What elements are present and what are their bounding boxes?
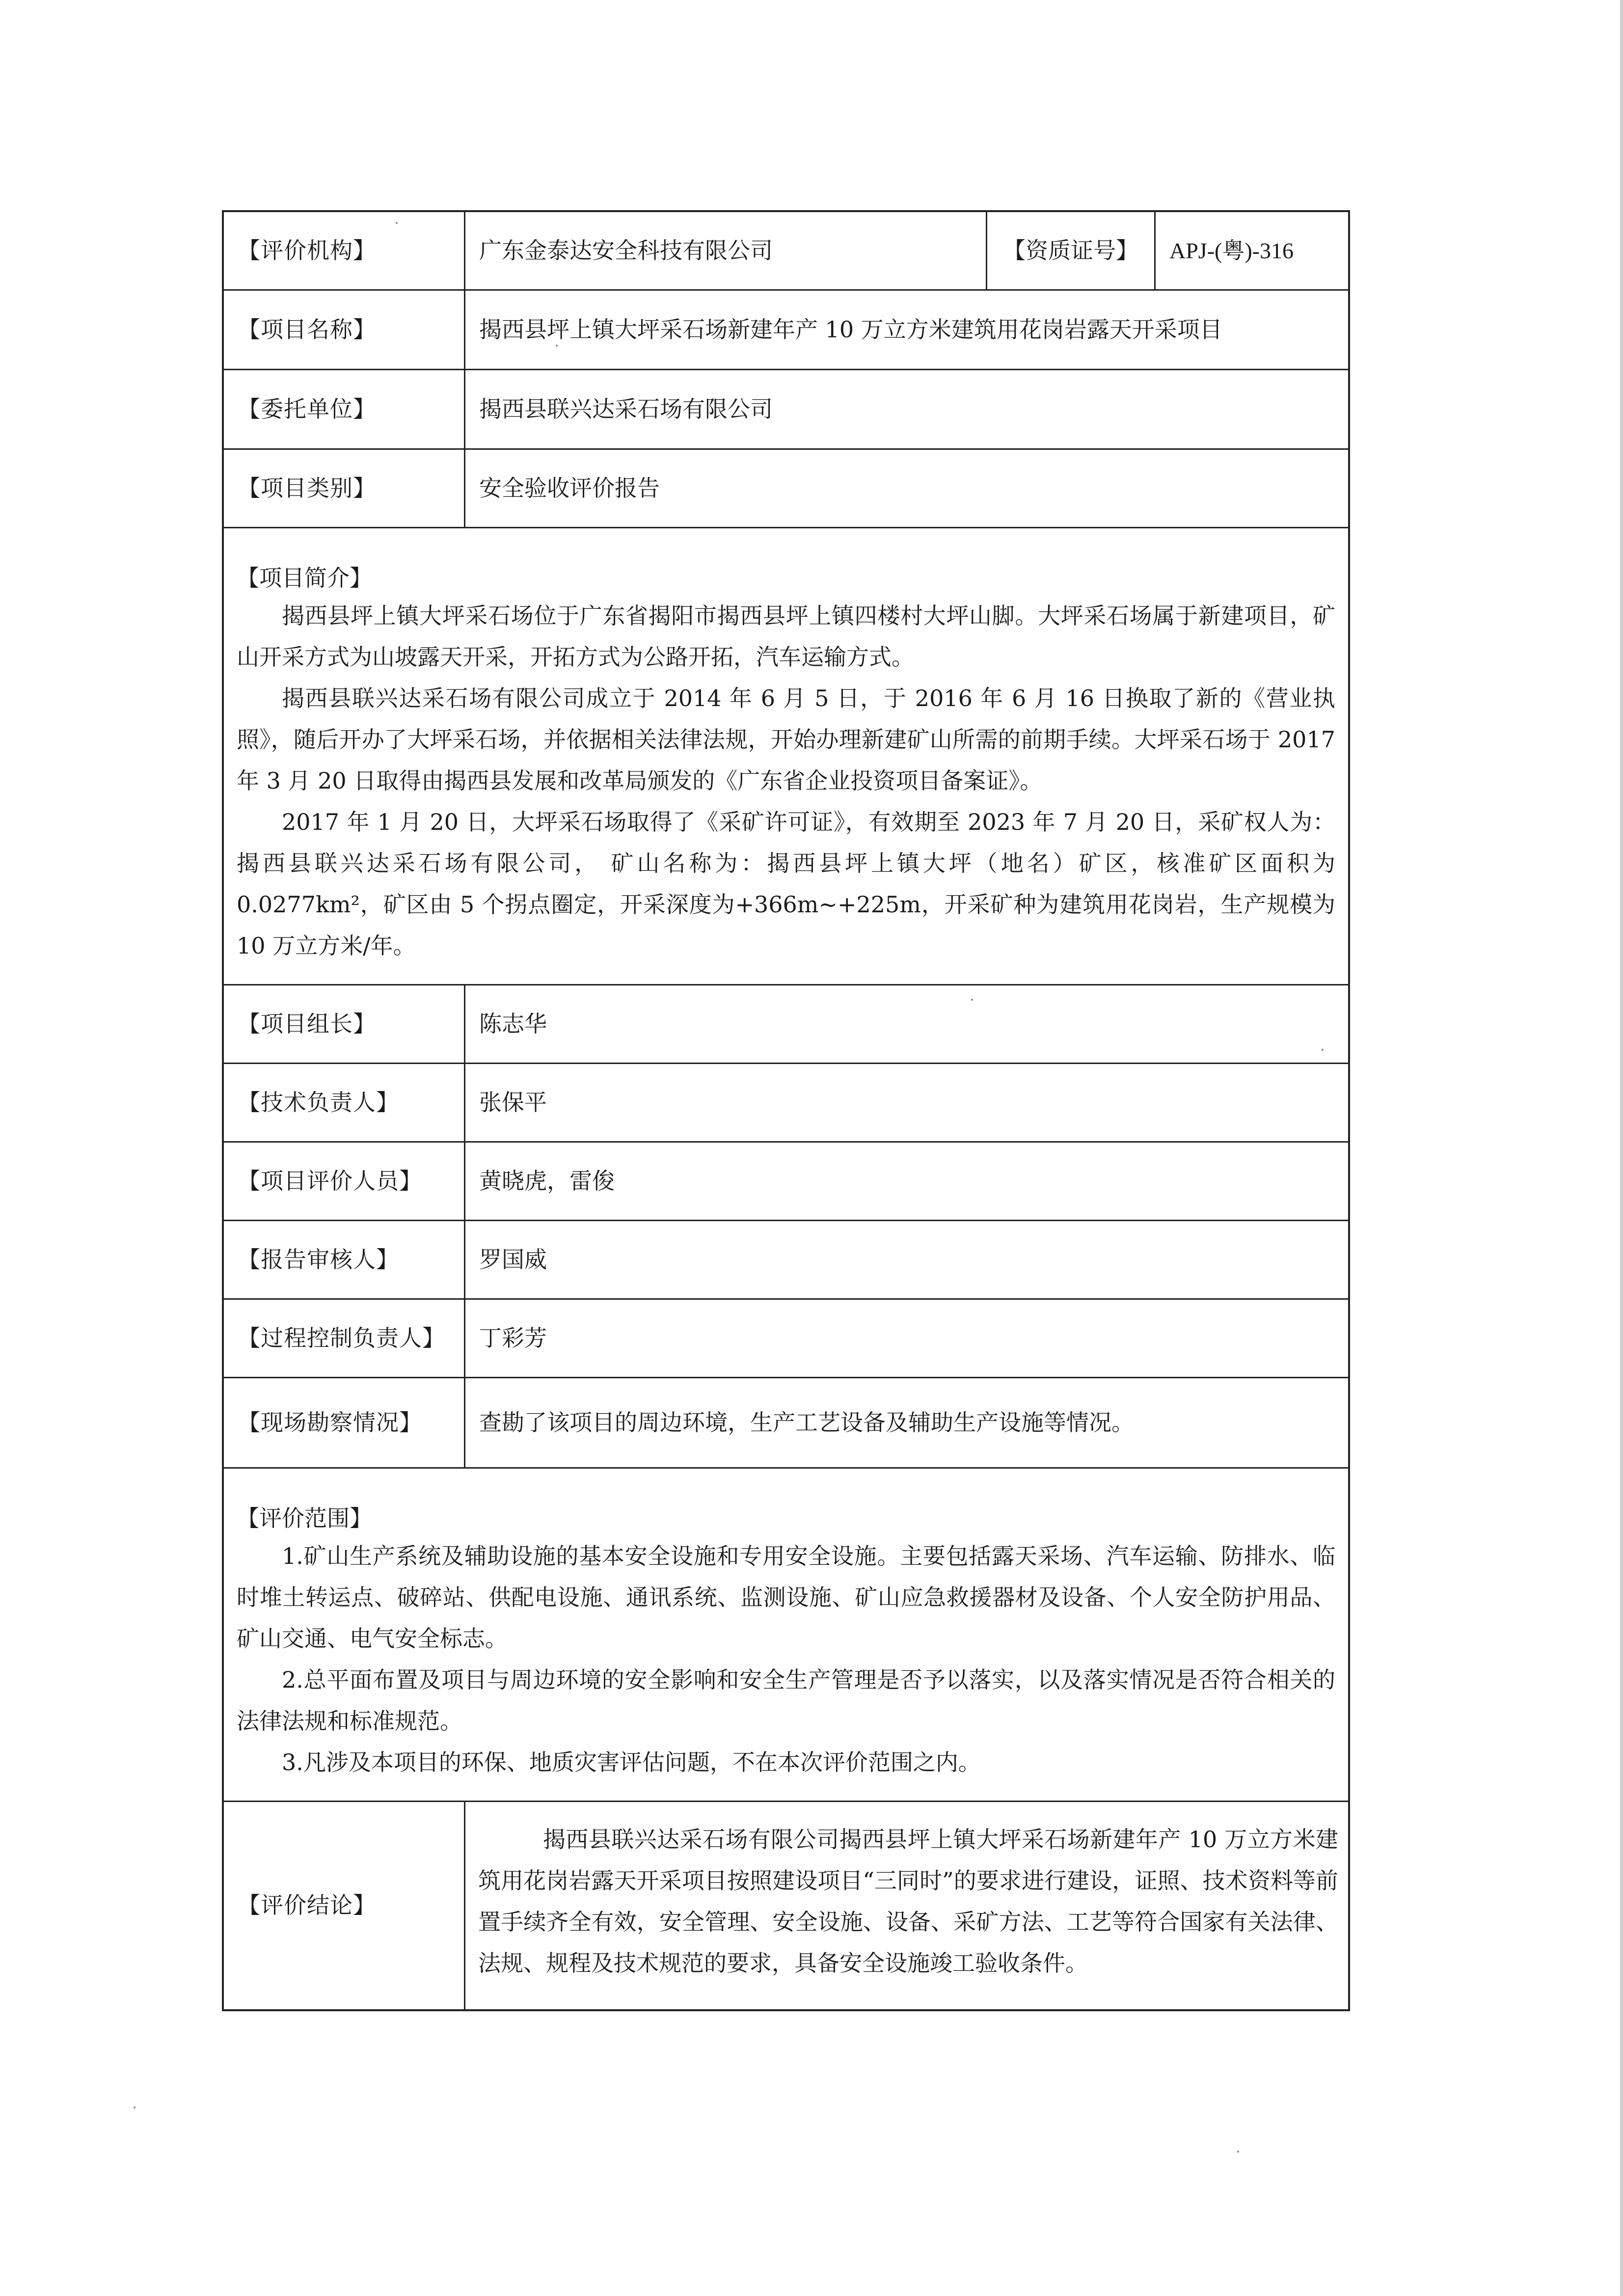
tech-lead-label: 【技术负责人】 bbox=[224, 1064, 465, 1141]
evaluation-scope-paragraph: 3.凡涉及本项目的环保、地质灾害评估问题，不在本次评价范围之内。 bbox=[282, 1749, 981, 1776]
site-survey-label: 【现场勘察情况】 bbox=[224, 1378, 465, 1467]
evaluation-scope-title: 【评价范围】 bbox=[237, 1505, 372, 1531]
conclusion-value: 揭西县联兴达采石场有限公司揭西县坪上镇大坪采石场新建年产 10 万立方米建筑用花岗岩露天开采项目按照建设项目“三同时”的要求进行建设，证照、技术资料等前置手续齐全有效，安全管理、安全设施、设备、采矿方法、工艺等符合国家有关法律、法规、规程及技术规范的要求，具备安全设施竣工验收条件。 bbox=[478, 1826, 1338, 1976]
leader-label: 【项目组长】 bbox=[224, 985, 465, 1063]
scan-speck bbox=[971, 999, 973, 1001]
site-survey-value: 查勘了该项目的周边环境，生产工艺设备及辅助生产设施等情况。 bbox=[479, 1409, 1134, 1436]
scan-speck bbox=[1237, 2151, 1239, 2153]
evaluators-row bbox=[224, 1143, 1348, 1221]
project-name-value: 揭西县坪上镇大坪采石场新建年产 10 万立方米建筑用花岗岩露天开采项目 bbox=[479, 316, 1222, 343]
scan-speck bbox=[396, 222, 398, 224]
project-intro-paragraph: 2017 年 1 月 20 日，大坪采石场取得了《采矿许可证》，有效期至 2023 年 7 月 20 日，采矿权人为：揭西县联兴达采石场有限公司， 矿山名称为：揭西县坪上镇大坪（地名）矿区，核准矿区面积为 0.0277km²，矿区由 5 个拐点圈定，开采深度为+366m~+225m，开采矿种为建筑用花岗岩，生产规模为 10 万立方米/年。 bbox=[237, 809, 1335, 959]
evaluators-value: 黄晓虎，雷俊 bbox=[479, 1167, 615, 1194]
evaluators-label: 【项目评价人员】 bbox=[224, 1143, 465, 1220]
tech-lead-row bbox=[224, 1064, 1348, 1143]
scan-speck bbox=[134, 2106, 135, 2108]
process-control-value: 丁彩芳 bbox=[479, 1324, 547, 1351]
client-value: 揭西县联兴达采石场有限公司 bbox=[479, 395, 773, 422]
leader-row bbox=[224, 985, 1348, 1064]
project-intro-block bbox=[224, 528, 1348, 985]
agency-label: 【评价机构】 bbox=[224, 212, 465, 289]
agency-row bbox=[224, 212, 1348, 291]
scan-speck bbox=[1322, 1049, 1324, 1051]
site-survey-row bbox=[224, 1378, 1348, 1469]
page-edge-shadow bbox=[1620, 0, 1623, 2296]
project-intro-paragraph: 揭西县联兴达采石场有限公司成立于 2014 年 6 月 5 日，于 2016 年 6 月 16 日换取了新的《营业执照》，随后开办了大坪采石场，并依据相关法律法规，开始办理新建矿山所需的前期手续。大坪采石场于 2017 年 3 月 20 日取得由揭西县发展和改革局颁发的《广东省企业投资项目备案证》。 bbox=[237, 685, 1335, 794]
cert-value: APJ-(粤)-316 bbox=[1169, 238, 1294, 263]
category-row bbox=[224, 450, 1348, 528]
project-name-label: 【项目名称】 bbox=[224, 291, 465, 369]
process-control-label: 【过程控制负责人】 bbox=[224, 1300, 465, 1377]
client-row bbox=[224, 370, 1348, 450]
evaluation-scope-block bbox=[224, 1469, 1348, 1802]
project-intro-paragraph: 揭西县坪上镇大坪采石场位于广东省揭阳市揭西县坪上镇四楼村大坪山脚。大坪采石场属于新建项目，矿山开采方式为山坡露天开采，开拓方式为公路开拓，汽车运输方式。 bbox=[237, 602, 1335, 670]
evaluation-scope-paragraph: 1.矿山生产系统及辅助设施的基本安全设施和专用安全设施。主要包括露天采场、汽车运输、防排水、临时堆土转运点、破碎站、供配电设施、通讯系统、监测设施、矿山应急救援器材及设备、个人安全防护用品、矿山交通、电气安全标志。 bbox=[237, 1543, 1335, 1652]
reviewer-value: 罗国威 bbox=[479, 1246, 547, 1273]
reviewer-row bbox=[224, 1221, 1348, 1300]
category-value: 安全验收评价报告 bbox=[479, 474, 660, 501]
project-name-row bbox=[224, 291, 1348, 370]
conclusion-row bbox=[224, 1802, 1348, 2009]
agency-value: 广东金泰达安全科技有限公司 bbox=[479, 237, 773, 264]
scan-speck bbox=[556, 345, 558, 347]
process-control-row bbox=[224, 1300, 1348, 1378]
project-intro-title: 【项目简介】 bbox=[237, 565, 372, 591]
tech-lead-value: 张保平 bbox=[479, 1089, 547, 1116]
cert-label: 【资质证号】 bbox=[986, 212, 1156, 289]
evaluation-scope-paragraph: 2.总平面布置及项目与周边环境的安全影响和安全生产管理是否予以落实，以及落实情况是否符合相关的法律法规和标准规范。 bbox=[237, 1667, 1335, 1734]
leader-value: 陈志华 bbox=[479, 1010, 547, 1037]
conclusion-label: 【评价结论】 bbox=[224, 1802, 465, 2009]
reviewer-label: 【报告审核人】 bbox=[224, 1221, 465, 1298]
client-label: 【委托单位】 bbox=[224, 370, 465, 448]
evaluation-info-form bbox=[222, 210, 1350, 2011]
category-label: 【项目类别】 bbox=[224, 450, 465, 527]
